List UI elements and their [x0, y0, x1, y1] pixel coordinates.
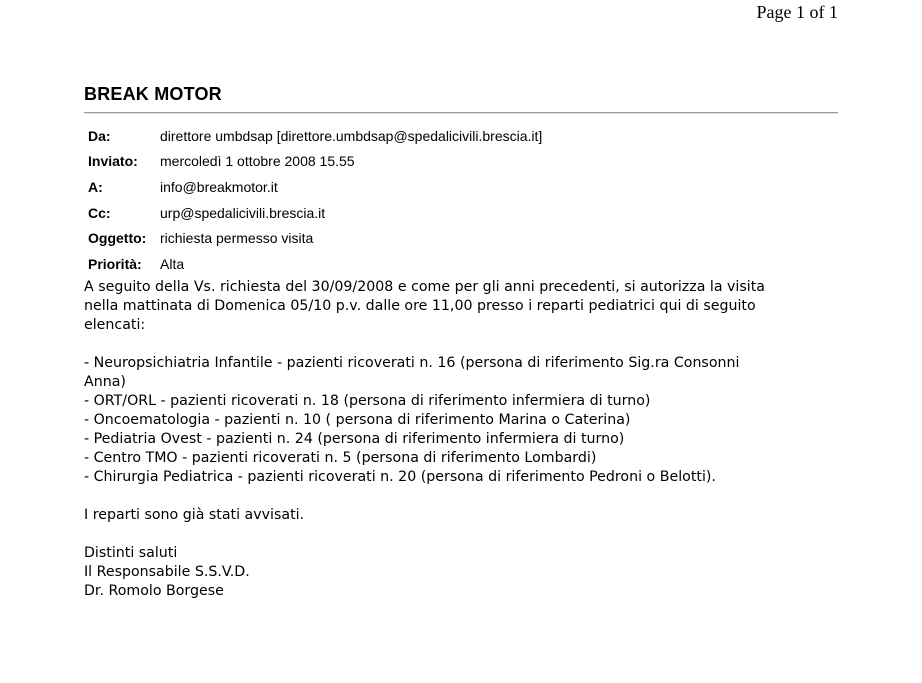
sent-value: mercoledì 1 ottobre 2008 15.55 — [160, 153, 355, 170]
header-row-from — [84, 123, 542, 149]
notice-line: I reparti sono già stati avvisati. — [84, 507, 305, 523]
cc-label: Cc: — [88, 204, 111, 221]
signature-name: Dr. Romolo Borgese — [84, 583, 224, 599]
closing-line: Distinti saluti — [84, 545, 178, 561]
subject-value: richiesta permesso visita — [160, 230, 314, 247]
to-value: info@breakmotor.it — [160, 178, 278, 195]
title-divider — [84, 112, 838, 114]
sent-label: Inviato: — [88, 153, 138, 170]
cc-value: urp@spedalicivili.brescia.it — [160, 204, 326, 221]
ward-list-item: - ORT/ORL - pazienti ricoverati n. 18 (persona di riferimento infermiera di turno) — [84, 393, 651, 409]
body-intro-line: elencati: — [84, 317, 146, 333]
ward-list-item: - Chirurgia Pediatrica - pazienti ricoverati n. 20 (persona di riferimento Pedroni o Belotti). — [84, 469, 716, 485]
body-intro-line: nella mattinata di Domenica 05/10 p.v. dalle ore 11,00 presso i reparti pediatrici qui di seguito — [84, 298, 756, 314]
header-row-sent — [84, 149, 542, 175]
header-row-cc — [84, 200, 542, 226]
header-row-to — [84, 174, 542, 200]
paragraph-gap — [84, 335, 844, 354]
ward-list-item: - Pediatria Ovest - pazienti n. 24 (persona di riferimento infermiera di turno) — [84, 431, 625, 447]
page-number: Page 1 of 1 — [756, 2, 838, 22]
from-value: direttore umbdsap [direttore.umbdsap@spedalicivili.brescia.it] — [160, 127, 543, 144]
to-label: A: — [88, 178, 103, 195]
closing-line: Il Responsabile S.S.V.D. — [84, 564, 250, 580]
body-intro-line: A seguito della Vs. richiesta del 30/09/2008 e come per gli anni precedenti, si autorizza la visita — [84, 279, 765, 295]
ward-list-item: - Oncoematologia - pazienti n. 10 ( persona di riferimento Marina o Caterina) — [84, 412, 631, 428]
ward-list-item: - Neuropsichiatria Infantile - pazienti ricoverati n. 16 (persona di riferimento Sig.ra Consonni — [84, 355, 740, 371]
email-subject-title: BREAK MOTOR — [84, 84, 222, 104]
priority-value: Alta — [160, 255, 185, 272]
ward-list-item: - Centro TMO - pazienti ricoverati n. 5 (persona di riferimento Lombardi) — [84, 450, 597, 466]
email-body — [84, 278, 844, 601]
paragraph-gap — [84, 487, 844, 506]
priority-label: Priorità: — [88, 255, 142, 272]
paragraph-gap — [84, 525, 844, 544]
header-row-priority — [84, 251, 542, 277]
ward-list-item: Anna) — [84, 374, 126, 390]
subject-label: Oggetto: — [88, 230, 147, 247]
email-header-table — [84, 123, 542, 277]
header-row-subject — [84, 225, 542, 251]
from-label: Da: — [88, 127, 111, 144]
